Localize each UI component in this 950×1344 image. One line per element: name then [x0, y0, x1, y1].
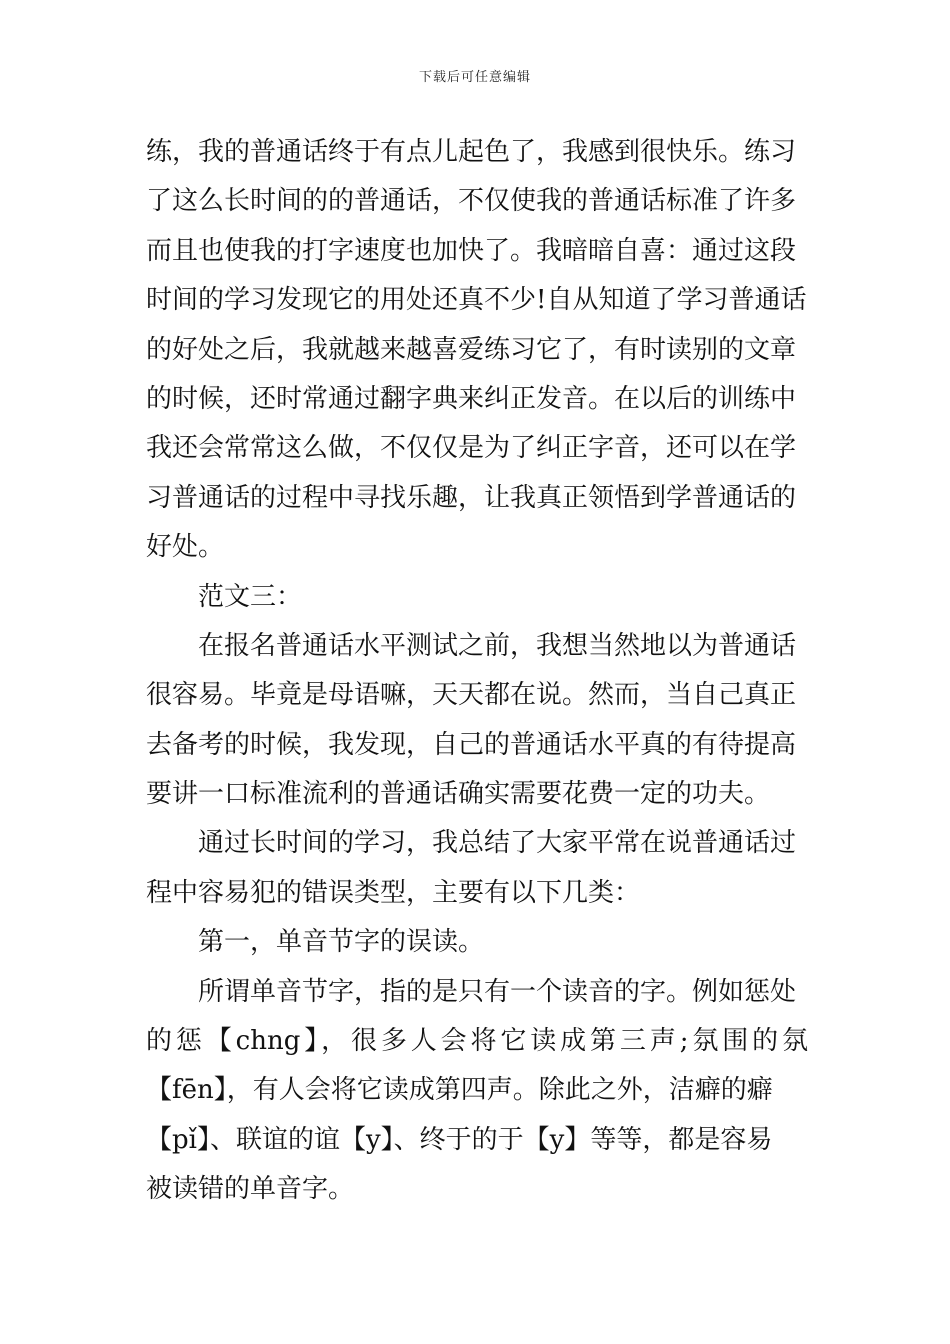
section-heading: 范文三：: [198, 581, 303, 612]
text-line: 时间的学习发现它的用处还真不少!自从知道了学习普通话: [146, 285, 807, 316]
page-header: 下载后可任意编辑: [418, 70, 531, 85]
text-line: 好处。: [146, 532, 225, 563]
text-line: 练，我的普通话终于有点儿起色了，我感到很快乐。练习: [146, 137, 797, 167]
text-line: 所谓单音节字，指的是只有一个读音的字。例如惩处: [198, 976, 797, 1007]
text-line: 习普通话的过程中寻找乐趣，让我真正领悟到学普通话的: [146, 482, 797, 513]
text-line: 程中容易犯的错误类型，主要有以下几类：: [146, 877, 641, 908]
text-line: 的惩【chng】，很多人会将它读成第三声;氛围的氛: [146, 1026, 808, 1057]
text-line: 我还会常常这么做，不仅仅是为了纠正字音，还可以在学: [146, 433, 797, 464]
text-line: 的好处之后，我就越来越喜爱练习它了，有时读别的文章: [146, 334, 797, 365]
text-line: 在报名普通话水平测试之前，我想当然地以为普通话: [198, 630, 797, 661]
text-line: 的时候，还时常通过翻字典来纠正发音。在以后的训练中: [146, 383, 797, 414]
text-line: 【pǐ】、联谊的谊【y】、终于的于【y】等等，都是容易: [146, 1124, 773, 1155]
text-line: 了这么长时间的的普通话，不仅使我的普通话标准了许多: [146, 186, 797, 217]
text-line: 去备考的时候，我发现，自己的普通话水平真的有待提高: [146, 729, 797, 760]
text-line: 通过长时间的学习，我总结了大家平常在说普通话过: [198, 828, 797, 859]
body-text: [146, 128, 808, 1215]
text-line: 很容易。毕竟是母语嘛，天天都在说。然而，当自己真正: [146, 680, 797, 711]
text-line: 第一，单音节字的误读。: [198, 927, 485, 958]
text-line: 被读错的单音字。: [146, 1174, 355, 1205]
text-line: 【fēn】，有人会将它读成第四声。除此之外，洁癖的癖: [146, 1075, 773, 1106]
text-line: 要讲一口标准流利的普通话确实需要花费一定的功夫。: [146, 779, 771, 810]
text-line: 而且也使我的打字速度也加快了。我暗暗自喜：通过这段: [146, 235, 797, 266]
